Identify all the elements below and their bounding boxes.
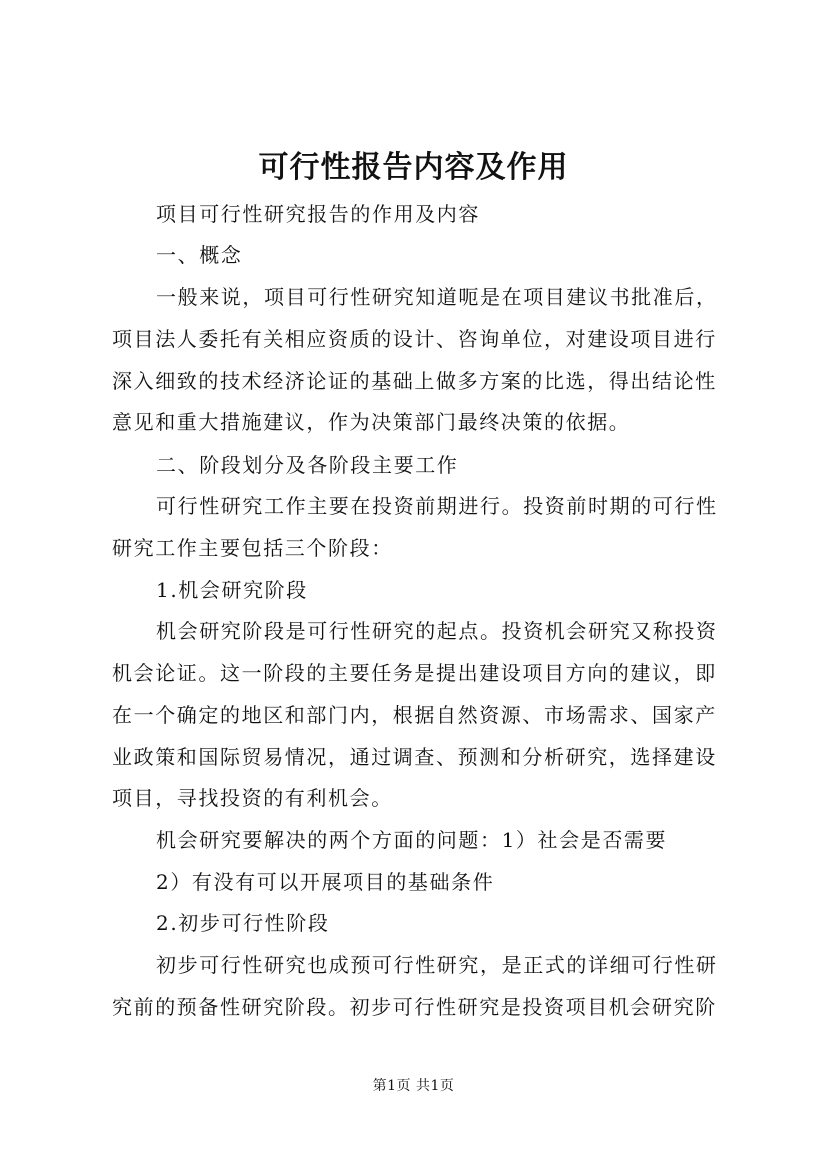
page-footer: 第1页 共1页 [372,1078,455,1094]
paragraph-line: 意见和重大措施建议，作为决策部门最终决策的依据。 [112,410,631,434]
paragraph-line: 可行性研究工作主要在投资前期进行。投资前时期的可行性 [156,494,718,518]
section-heading: 一、概念 [156,243,243,267]
paragraph-line: 项目，寻找投资的有利机会。 [112,786,393,810]
paragraph-line: 在一个确定的地区和部门内，根据自然资源、市场需求、国家产 [112,703,717,727]
paragraph-line: 业政策和国际贸易情况，通过调查、预测和分析研究，选择建设 [112,745,717,769]
paragraph-line: 研究工作主要包括三个阶段： [112,536,393,560]
paragraph-line: 究前的预备性研究阶段。初步可行性研究是投资项目机会研究阶 [112,995,717,1019]
paragraph-line: 一般来说，项目可行性研究知道呃是在项目建议书批准后， [156,285,718,309]
paragraph-line: 初步可行性研究也成预可行性研究，是正式的详细可行性研 [156,953,718,977]
section-heading: 项目可行性研究报告的作用及内容 [156,202,480,226]
paragraph-line: 机会研究阶段是可行性研究的起点。投资机会研究又称投资 [156,619,718,643]
document-title: 可行性报告内容及作用 [258,150,569,185]
paragraph-line: 2）有没有可以开展项目的基础条件 [156,870,495,894]
subsection-heading: 2.初步可行性阶段 [156,911,330,935]
section-heading: 二、阶段划分及各阶段主要工作 [156,453,459,477]
paragraph-line: 项目法人委托有关相应资质的设计、咨询单位，对建设项目进行 [112,327,717,351]
paragraph-line: 深入细致的技术经济论证的基础上做多方案的比选，得出结论性 [112,369,717,393]
paragraph-line: 机会论证。这一阶段的主要任务是提出建设项目方向的建议，即 [112,661,717,685]
paragraph-line: 机会研究要解决的两个方面的问题：1）社会是否需要 [156,828,668,852]
subsection-heading: 1.机会研究阶段 [156,578,308,602]
